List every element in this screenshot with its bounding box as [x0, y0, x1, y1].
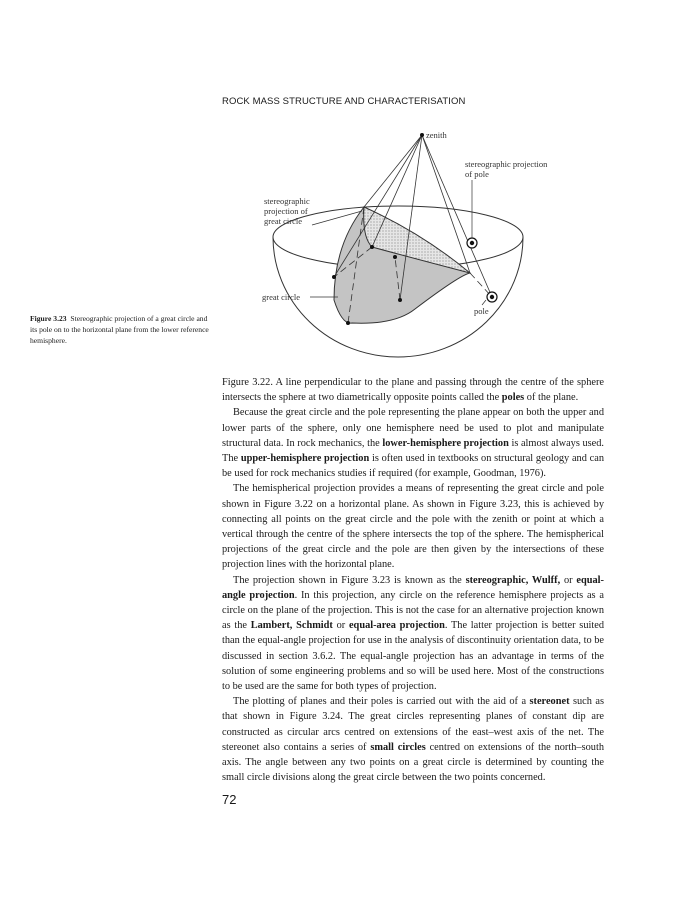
text-run: centred on extensions of the north–south axis. The angle between any two points on a great circle is determined by counting the small circle divisions along the great circle between the two points concerned.	[222, 741, 604, 784]
bold-term: lower-hemisphere projection	[382, 437, 509, 449]
projection-diagram	[250, 125, 548, 365]
text-run: The projection shown in Figure 3.23 is known as the	[233, 574, 466, 586]
text-run: or	[560, 574, 577, 586]
text-run: Figure 3.22. A line perpendicular to the plane and passing through the centre of the sphere intersects the sphere at two diametrically opposite points called the	[222, 377, 604, 404]
caption-label: Figure 3.23	[30, 314, 67, 323]
great-circle-point	[346, 321, 350, 325]
bold-term: stereonet	[529, 696, 570, 708]
label-pole: pole	[474, 306, 489, 316]
label-great-circle: great circle	[262, 292, 300, 302]
bold-term: stereographic, Wulff,	[465, 574, 561, 586]
projected-point	[370, 245, 374, 249]
label-zenith: zenith	[426, 130, 447, 140]
label-sp-gc-line2: projection of	[264, 206, 308, 216]
zenith-point	[420, 133, 424, 137]
great-circle-point	[398, 298, 402, 302]
label-sp-gc-line1: stereographic	[264, 196, 310, 206]
caption-text: Stereographic projection of a great circle and its pole on to the horizontal plane from the lower reference hemisphere.	[30, 314, 209, 346]
text-run: The plotting of planes and their poles is carried out with the aid of a	[233, 696, 530, 708]
paragraph-1	[222, 375, 604, 405]
paragraph-4	[222, 573, 604, 695]
label-sp-gc-line3: great circle	[264, 216, 302, 226]
text-run: The hemispherical projection provides a means of representing the great circle and pole shown in Figure 3.22 on a horizontal plane. As shown in Figure 3.23, this is achieved by connecting all points on the great circle and the pole with the zenith or point at which a vertical through the centre of the sphere intersects the top of the sphere. The hemispherical projections of the great circle and the pole are then given by the intersections of these projection lines with the horizontal plane.	[222, 483, 604, 571]
text-run: of the plane.	[524, 392, 579, 404]
text-run: is often used in textbooks on structural geology and can be used for rock mechanics studies if required (for example, Goodman, 1976).	[222, 453, 604, 480]
figure-stereographic-projection	[250, 125, 548, 365]
bold-term: upper-hemisphere projection	[240, 453, 370, 465]
figure-caption	[30, 313, 212, 347]
text-run: is almost always used. The	[222, 437, 604, 465]
text-run: such as that shown in Figure 3.24. The great circles representing planes of constant dip are constructed as circular arcs centred on extensions of the east–west axis of the net. The stereonet also contains a series of	[222, 696, 605, 753]
bold-term: equal-angle projection	[222, 574, 604, 601]
bold-term: Lambert, Schmidt	[250, 620, 333, 632]
projected-point	[393, 255, 397, 259]
label-sp-pole-line1: stereographic projection	[465, 159, 548, 169]
bold-term: poles	[501, 392, 525, 404]
bold-term: equal-area projection	[348, 620, 445, 632]
label-sp-pole-line2: of pole	[465, 169, 489, 179]
paragraph-3	[222, 481, 604, 572]
text-run: . The latter projection is better suited than the equal-angle projection for use in the analysis of discontinuity orientation data, to be discussed in section 3.6.2. The equal-angle projection has an advantage in terms of the solution of some engineering problems and so will be used here. Most of the constructions to be used are the same for both types of projection.	[222, 620, 604, 693]
paragraph-2	[222, 405, 604, 481]
page-number: 72	[222, 792, 237, 807]
text-run: or	[332, 620, 349, 632]
text-run: . In this projection, any circle on the reference hemisphere projects as a circle on the plane of the projection. This is not the case for an alternative projection known as the	[222, 589, 604, 632]
bold-term: small circles	[370, 741, 426, 753]
running-header: ROCK MASS STRUCTURE AND CHARACTERISATION	[222, 96, 466, 107]
text-run: Because the great circle and the pole representing the plane appear on both the upper and lower parts of the sphere, only one hemisphere need be used to plot and manipulate structural data. In rock mechanics, the	[222, 407, 604, 449]
great-circle-point	[332, 275, 336, 279]
paragraph-5	[222, 694, 604, 785]
body-text	[222, 375, 604, 785]
